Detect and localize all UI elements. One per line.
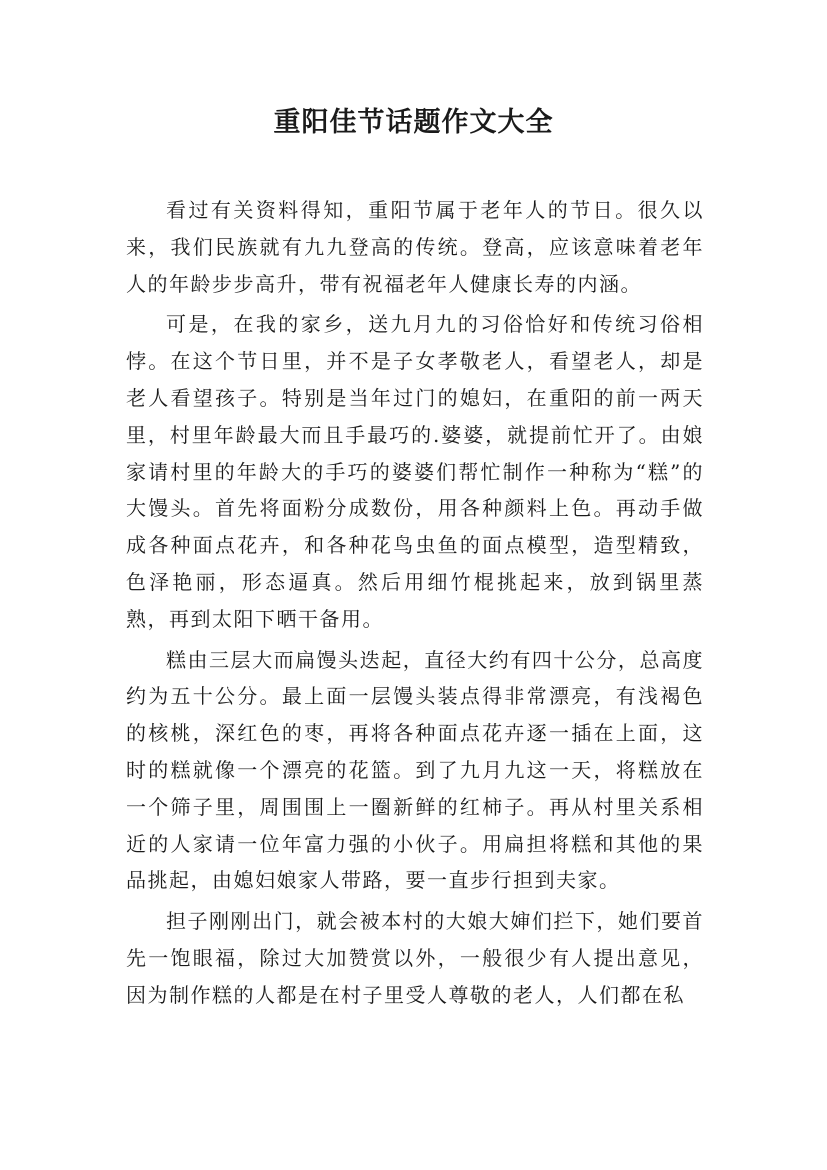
document-body <box>126 192 704 1018</box>
document-title: 重阳佳节话题作文大全 <box>273 107 554 138</box>
paragraph-1: 看过有关资料得知，重阳节属于老年人的节日。很久以来，我们民族就有九九登高的传统。登高，应该意味着老年人的年龄步步高升，带有祝福老年人健康长寿的内涵。 <box>126 198 704 296</box>
paragraph-4: 担子刚刚出门，就会被本村的大娘大婶们拦下，她们要首先一饱眼福，除过大加赞赏以外，一般很少有人提出意见，因为制作糕的人都是在村子里受人尊敬的老人，人们都在私 <box>126 909 704 1007</box>
paragraph-3: 糕由三层大而扁馒头迭起，直径大约有四十公分，总高度约为五十公分。最上面一层馒头装点得非常漂亮，有浅褐色的核桃，深红色的枣，再将各种面点花卉逐一插在上面，这时的糕就像一个漂亮的花篮。到了九月九这一天，将糕放在一个筛子里，周围围上一圈新鲜的红柿子。再从村里关系相近的人家请一位年富力强的小伙子。用扁担将糕和其他的果品挑起，由媳妇娘家人带路，要一直步行担到夫家。 <box>126 647 704 893</box>
paragraph-2: 可是，在我的家乡，送九月九的习俗恰好和传统习俗相悖。在这个节日里，并不是子女孝敬老人，看望老人，却是老人看望孩子。特别是当年过门的媳妇，在重阳的前一两天里，村里年龄最大而且手最巧的.婆婆，就提前忙开了。由娘家请村里的年龄大的手巧的婆婆们帮忙制作一种称为“糕”的大馒头。首先将面粉分成数份，用各种颜料上色。再动手做成各种面点花卉，和各种花鸟虫鱼的面点模型，造型精致，色泽艳丽，形态逼真。然后用细竹棍挑起来，放到锅里蒸熟，再到太阳下晒干备用。 <box>126 312 704 631</box>
